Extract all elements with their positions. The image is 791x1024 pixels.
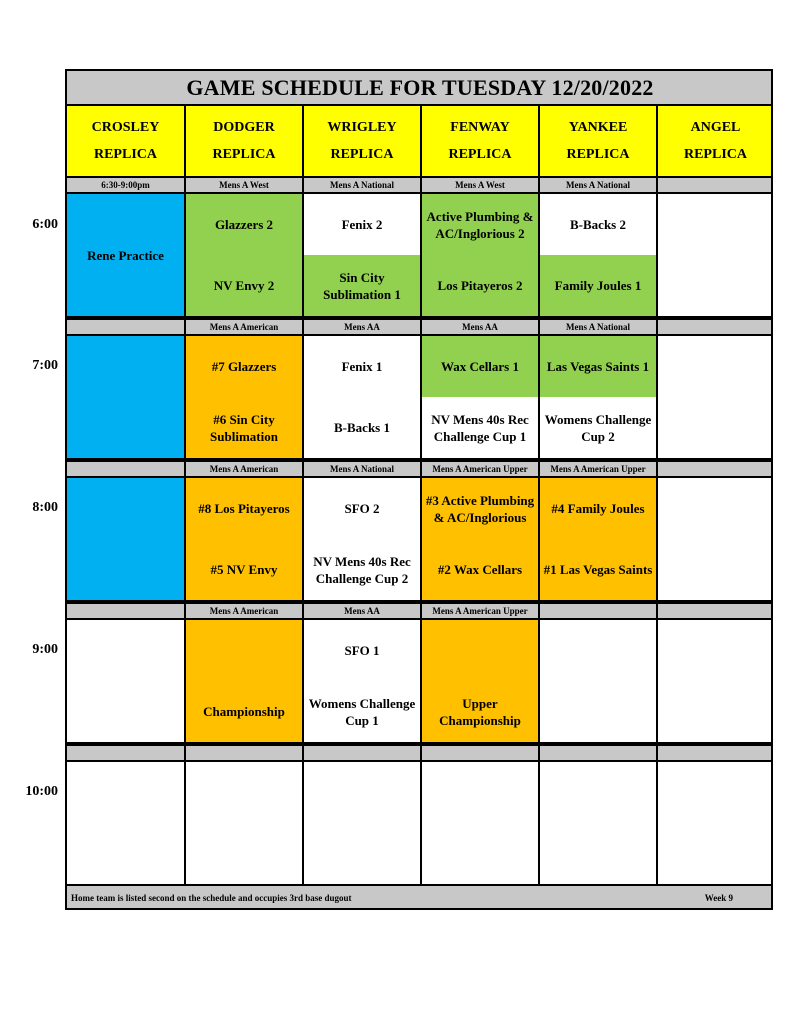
game-slot: NV Mens 40s Rec Challenge Cup 2 <box>304 539 420 600</box>
field-header-2 <box>304 106 420 176</box>
division-label: Mens AA <box>304 320 420 334</box>
schedule-grid <box>65 69 773 910</box>
time-label: 10:00 <box>25 784 58 799</box>
field-name: ANGEL <box>690 120 741 135</box>
division-label: Mens AA <box>422 320 538 334</box>
division-label <box>658 178 773 192</box>
game-slot: Upper Championship <box>422 681 538 742</box>
field-header-4 <box>540 106 656 176</box>
empty-slot <box>67 762 184 884</box>
division-label: Mens A American <box>186 320 302 334</box>
empty-slot <box>67 478 184 600</box>
field-header-0 <box>67 106 184 176</box>
division-label <box>540 604 656 618</box>
division-label: Mens A American <box>186 462 302 476</box>
field-name: DODGER <box>213 120 275 135</box>
game-slot: Wax Cellars 1 <box>422 336 538 397</box>
footer-note: Home team is listed second on the schedule and occupies 3rd base dugout <box>71 893 352 903</box>
division-label <box>67 746 184 760</box>
game-slot: NV Mens 40s Rec Challenge Cup 1 <box>422 397 538 458</box>
game-slot: B-Backs 1 <box>304 397 420 458</box>
empty-slot <box>67 336 184 458</box>
division-label: Mens A National <box>540 320 656 334</box>
division-label <box>67 604 184 618</box>
game-slot: SFO 2 <box>304 478 420 539</box>
game-slot: Rene Practice <box>67 194 184 316</box>
game-slot: #4 Family Joules <box>540 478 656 539</box>
division-label <box>658 746 773 760</box>
division-label: Mens A American <box>186 604 302 618</box>
division-label: Mens AA <box>304 604 420 618</box>
division-label: Mens A West <box>422 178 538 192</box>
empty-slot <box>658 762 773 884</box>
field-type: REPLICA <box>683 147 747 162</box>
field-name: YANKEE <box>568 120 628 135</box>
division-label: Mens A American Upper <box>422 462 538 476</box>
empty-slot <box>658 478 773 600</box>
empty-slot <box>422 620 538 681</box>
time-label: 9:00 <box>32 642 58 657</box>
field-type: REPLICA <box>93 147 157 162</box>
division-label: 6:30-9:00pm <box>67 178 184 192</box>
empty-slot <box>540 620 656 742</box>
game-slot: NV Envy 2 <box>186 255 302 316</box>
empty-slot <box>67 620 184 742</box>
empty-slot <box>186 620 302 681</box>
game-slot: #3 Active Plumbing & AC/Inglorious <box>422 478 538 539</box>
division-label <box>658 462 773 476</box>
division-label <box>658 604 773 618</box>
empty-slot <box>540 762 656 884</box>
game-slot: #2 Wax Cellars <box>422 539 538 600</box>
field-type: REPLICA <box>212 147 276 162</box>
division-label: Mens A American Upper <box>422 604 538 618</box>
game-slot: B-Backs 2 <box>540 194 656 255</box>
game-slot: Championship <box>186 681 302 742</box>
field-name: FENWAY <box>450 120 510 135</box>
time-label: 7:00 <box>32 358 58 373</box>
division-label <box>67 320 184 334</box>
game-slot: #8 Los Pitayeros <box>186 478 302 539</box>
division-label <box>658 320 773 334</box>
empty-slot <box>658 194 773 316</box>
week-label: Week 9 <box>704 893 733 903</box>
schedule-footer <box>67 886 773 910</box>
game-slot: #1 Las Vegas Saints <box>540 539 656 600</box>
empty-slot <box>658 336 773 458</box>
empty-slot <box>658 620 773 742</box>
division-label: Mens A National <box>304 178 420 192</box>
schedule-title: GAME SCHEDULE FOR TUESDAY 12/20/2022 <box>67 71 773 104</box>
division-label: Mens A West <box>186 178 302 192</box>
game-slot: Womens Challenge Cup 2 <box>540 397 656 458</box>
field-header-1 <box>186 106 302 176</box>
field-header-3 <box>422 106 538 176</box>
field-type: REPLICA <box>330 147 394 162</box>
division-label <box>67 462 184 476</box>
game-slot: Sin City Sublimation 1 <box>304 255 420 316</box>
game-slot: Los Pitayeros 2 <box>422 255 538 316</box>
game-slot: #6 Sin City Sublimation <box>186 397 302 458</box>
field-header-5 <box>658 106 773 176</box>
empty-slot <box>422 762 538 884</box>
game-slot: Active Plumbing & AC/Inglorious 2 <box>422 194 538 255</box>
field-type: REPLICA <box>566 147 630 162</box>
division-label: Mens A National <box>304 462 420 476</box>
game-slot: #7 Glazzers <box>186 336 302 397</box>
division-label <box>422 746 538 760</box>
game-slot: Womens Challenge Cup 1 <box>304 681 420 742</box>
division-label <box>186 746 302 760</box>
empty-slot <box>304 762 420 884</box>
division-label <box>304 746 420 760</box>
game-slot: Las Vegas Saints 1 <box>540 336 656 397</box>
field-name: CROSLEY <box>91 120 160 135</box>
division-label <box>540 746 656 760</box>
division-label: Mens A American Upper <box>540 462 656 476</box>
field-type: REPLICA <box>448 147 512 162</box>
time-label: 6:00 <box>32 217 58 232</box>
game-slot: #5 NV Envy <box>186 539 302 600</box>
game-slot: Fenix 1 <box>304 336 420 397</box>
game-slot: Glazzers 2 <box>186 194 302 255</box>
time-label: 8:00 <box>32 500 58 515</box>
field-name: WRIGLEY <box>327 120 397 135</box>
game-slot: SFO 1 <box>304 620 420 681</box>
game-slot: Family Joules 1 <box>540 255 656 316</box>
division-label: Mens A National <box>540 178 656 192</box>
empty-slot <box>186 762 302 884</box>
game-slot: Fenix 2 <box>304 194 420 255</box>
